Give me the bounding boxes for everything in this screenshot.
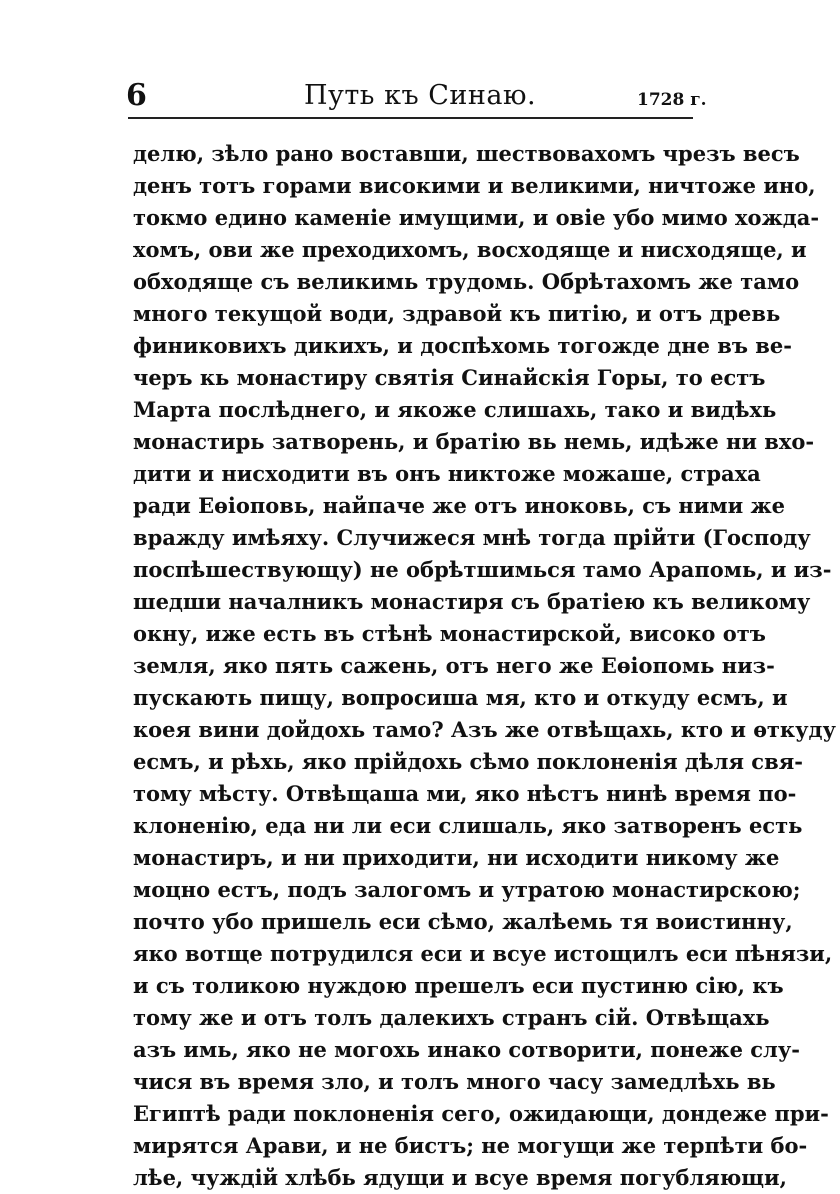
text-line: мирятся Арави, и не бистъ; не могущи же терпѣти бо- [133, 1133, 808, 1158]
text-line: почто убо пришель еси сѣмо, жалѣемь тя воистинну, [133, 909, 793, 934]
text-line: поспѣшествующу) не обрѣтшимься тамо Арапомь, и из- [133, 557, 832, 582]
text-line: лѣе, чуждій хлѣбь ядущи и всуе время погубляющи, [133, 1165, 787, 1190]
text-line: обходяще съ великимь трудомь. Обрѣтахомъ же тамо [133, 269, 800, 294]
text-line: окну, иже есть въ стѣнѣ монастирской, високо отъ [133, 621, 766, 646]
text-line: азъ имь, яко не могохь инако сотворити, понеже слу- [133, 1037, 801, 1062]
year-label: 1728 г. [637, 90, 707, 110]
page-number: 6 [126, 78, 147, 113]
text-line: шедши началникъ монастиря съ братіею къ великому [133, 589, 811, 614]
running-title: Путь къ Синаю. [303, 80, 537, 111]
text-line: коея вини дойдохь тамо? Азъ же отвѣщахь, кто и ѳткуду [133, 717, 836, 742]
text-line: яко вотще потрудился еси и всуе истощилъ еси пѣнязи, [133, 941, 833, 966]
text-line: монастиръ, и ни приходити, ни исходити никому же [133, 845, 780, 870]
text-line: Марта послѣднего, и якоже слишахь, тако и видѣхь [133, 397, 777, 422]
text-line: делю, зѣло рано воставши, шествовахомъ чрезъ весъ [133, 141, 800, 166]
text-line: черъ кь монастиру святія Синайскія Горы, то естъ [133, 365, 766, 390]
page-header [0, 76, 840, 116]
text-line: токмо едино каменіе имущими, и овіе убо мимо хождa- [133, 205, 820, 230]
text-line: финиковихъ дикихъ, и доспѣхомь тогожде дне въ ве- [133, 333, 792, 358]
text-line: и съ толикою нуждою прешелъ еси пустиню сію, къ [133, 973, 784, 998]
text-line: тому мѣсту. Отвѣщаша ми, яко нѣстъ нинѣ время по- [133, 781, 797, 806]
text-line: вражду имѣяху. Случижеся мнѣ тогда прійти (Господу [133, 525, 811, 550]
text-line: денъ тотъ горами високими и великими, ничтоже ино, [133, 173, 816, 198]
body-text [133, 138, 836, 1194]
text-line: земля, яко пять сажень, отъ него же Еѳіопомь низ- [133, 653, 775, 678]
text-line: ради Еѳіоповь, найпаче же отъ иноковь, съ ними же [133, 493, 786, 518]
text-line: хомъ, ови же преходихомъ, восходяще и нисходяще, и [133, 237, 807, 262]
text-line: моцно естъ, подъ залогомъ и утратою монастирскою; [133, 877, 801, 902]
text-line: чися въ время зло, и толъ много часу замедлѣхь вь [133, 1069, 776, 1094]
text-line: монастирь затворень, и братію вь немь, идѣже ни вхо- [133, 429, 815, 454]
text-line: дити и нисходити въ онъ никтоже можаше, страха [133, 461, 761, 486]
text-line: клоненію, еда ни ли еси слишаль, яко затворенъ есть [133, 813, 803, 838]
text-line: Египтѣ ради поклоненія сего, ожидающи, дондеже при- [133, 1101, 829, 1126]
header-rule [128, 117, 693, 119]
text-line: есмъ, и рѣхь, яко прійдохь сѣмо поклоненія дѣля свя- [133, 749, 803, 774]
text-line: тому же и отъ толъ далекихъ странъ сій. Отвѣщахь [133, 1005, 770, 1030]
text-line: пускають пищу, вопросиша мя, кто и откуду есмъ, и [133, 685, 788, 710]
text-line: много текущой води, здравой къ питію, и отъ древь [133, 301, 781, 326]
